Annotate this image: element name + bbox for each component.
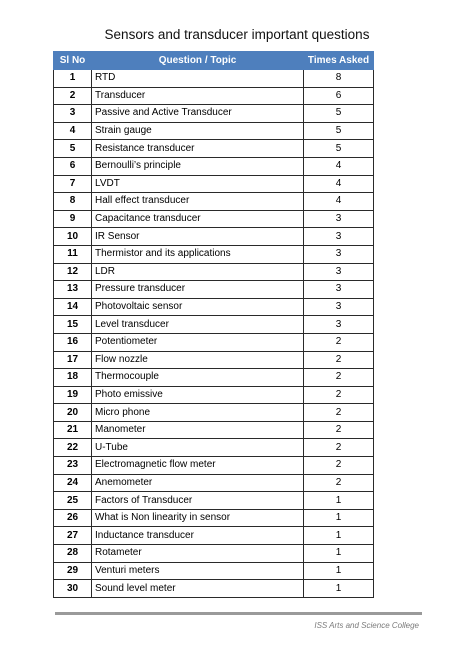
sl-no-cell: 14	[54, 298, 92, 316]
times-asked-cell: 5	[304, 122, 374, 140]
topic-cell: IR Sensor	[92, 228, 304, 246]
times-asked-cell: 4	[304, 157, 374, 175]
times-asked-cell: 8	[304, 70, 374, 88]
topic-cell: Capacitance transducer	[92, 210, 304, 228]
times-asked-cell: 2	[304, 457, 374, 475]
times-asked-cell: 4	[304, 175, 374, 193]
topic-cell: What is Non linearity in sensor	[92, 509, 304, 527]
sl-no-cell: 16	[54, 333, 92, 351]
header-times-asked: Times Asked	[304, 52, 374, 70]
topic-cell: Transducer	[92, 87, 304, 105]
topic-cell: Anemometer	[92, 474, 304, 492]
topic-cell: Potentiometer	[92, 333, 304, 351]
topic-cell: Rotameter	[92, 545, 304, 563]
table-row	[54, 281, 374, 299]
sl-no-cell: 11	[54, 245, 92, 263]
times-asked-cell: 1	[304, 527, 374, 545]
table-row	[54, 105, 374, 123]
table-row	[54, 404, 374, 422]
topic-cell: Strain gauge	[92, 122, 304, 140]
table-row	[54, 545, 374, 563]
times-asked-cell: 2	[304, 351, 374, 369]
table-row	[54, 157, 374, 175]
times-asked-cell: 1	[304, 492, 374, 510]
sl-no-cell: 20	[54, 404, 92, 422]
sl-no-cell: 9	[54, 210, 92, 228]
topic-cell: Flow nozzle	[92, 351, 304, 369]
topic-cell: Sound level meter	[92, 580, 304, 598]
times-asked-cell: 2	[304, 369, 374, 387]
topic-cell: LDR	[92, 263, 304, 281]
topic-cell: LVDT	[92, 175, 304, 193]
table-row	[54, 421, 374, 439]
table-row	[54, 386, 374, 404]
page-title: Sensors and transducer important questions	[104, 27, 370, 42]
sl-no-cell: 27	[54, 527, 92, 545]
table-row	[54, 316, 374, 334]
topic-cell: Manometer	[92, 421, 304, 439]
topic-cell: Thermocouple	[92, 369, 304, 387]
table-row	[54, 474, 374, 492]
times-asked-cell: 3	[304, 245, 374, 263]
topic-cell: Thermistor and its applications	[92, 245, 304, 263]
table-row	[54, 527, 374, 545]
topic-cell: Hall effect transducer	[92, 193, 304, 211]
sl-no-cell: 3	[54, 105, 92, 123]
topic-cell: Factors of Transducer	[92, 492, 304, 510]
sl-no-cell: 25	[54, 492, 92, 510]
table-row	[54, 457, 374, 475]
sl-no-cell: 7	[54, 175, 92, 193]
times-asked-cell: 3	[304, 281, 374, 299]
table-row	[54, 509, 374, 527]
times-asked-cell: 3	[304, 228, 374, 246]
sl-no-cell: 29	[54, 562, 92, 580]
sl-no-cell: 4	[54, 122, 92, 140]
times-asked-cell: 3	[304, 316, 374, 334]
sl-no-cell: 23	[54, 457, 92, 475]
sl-no-cell: 19	[54, 386, 92, 404]
times-asked-cell: 3	[304, 263, 374, 281]
times-asked-cell: 3	[304, 210, 374, 228]
sl-no-cell: 24	[54, 474, 92, 492]
topic-cell: RTD	[92, 70, 304, 88]
table-row	[54, 87, 374, 105]
topic-cell: Inductance transducer	[92, 527, 304, 545]
table-row	[54, 369, 374, 387]
table-row	[54, 193, 374, 211]
topic-cell: Electromagnetic flow meter	[92, 457, 304, 475]
table-row	[54, 351, 374, 369]
topic-cell: Resistance transducer	[92, 140, 304, 158]
topic-cell: Bernoulli’s principle	[92, 157, 304, 175]
table-row	[54, 263, 374, 281]
sl-no-cell: 8	[54, 193, 92, 211]
table-row	[54, 175, 374, 193]
sl-no-cell: 26	[54, 509, 92, 527]
sl-no-cell: 28	[54, 545, 92, 563]
sl-no-cell: 13	[54, 281, 92, 299]
times-asked-cell: 2	[304, 421, 374, 439]
times-asked-cell: 6	[304, 87, 374, 105]
times-asked-cell: 5	[304, 105, 374, 123]
footer-college-name: ISS Arts and Science College	[314, 621, 419, 630]
sl-no-cell: 2	[54, 87, 92, 105]
header-question-topic: Question / Topic	[92, 52, 304, 70]
topic-cell: Level transducer	[92, 316, 304, 334]
sl-no-cell: 5	[54, 140, 92, 158]
sl-no-cell: 21	[54, 421, 92, 439]
times-asked-cell: 1	[304, 545, 374, 563]
header-sl-no: Sl No	[54, 52, 92, 70]
table-row	[54, 210, 374, 228]
footer-divider	[55, 612, 422, 615]
times-asked-cell: 1	[304, 580, 374, 598]
table-row	[54, 492, 374, 510]
sl-no-cell: 10	[54, 228, 92, 246]
topic-cell: Photo emissive	[92, 386, 304, 404]
table-row	[54, 122, 374, 140]
topic-cell: Pressure transducer	[92, 281, 304, 299]
topic-cell: U-Tube	[92, 439, 304, 457]
sl-no-cell: 22	[54, 439, 92, 457]
table-row	[54, 228, 374, 246]
sl-no-cell: 1	[54, 70, 92, 88]
sl-no-cell: 30	[54, 580, 92, 598]
sl-no-cell: 6	[54, 157, 92, 175]
table-body	[54, 70, 374, 598]
sl-no-cell: 15	[54, 316, 92, 334]
topic-cell: Micro phone	[92, 404, 304, 422]
times-asked-cell: 2	[304, 439, 374, 457]
table-header-row	[54, 52, 374, 70]
table-row	[54, 333, 374, 351]
questions-table	[53, 51, 374, 598]
times-asked-cell: 4	[304, 193, 374, 211]
times-asked-cell: 2	[304, 404, 374, 422]
times-asked-cell: 1	[304, 509, 374, 527]
table-row	[54, 439, 374, 457]
table-row	[54, 562, 374, 580]
times-asked-cell: 1	[304, 562, 374, 580]
table-row	[54, 70, 374, 88]
times-asked-cell: 2	[304, 333, 374, 351]
topic-cell: Photovoltaic sensor	[92, 298, 304, 316]
times-asked-cell: 3	[304, 298, 374, 316]
table-row	[54, 245, 374, 263]
sl-no-cell: 17	[54, 351, 92, 369]
sl-no-cell: 18	[54, 369, 92, 387]
times-asked-cell: 2	[304, 386, 374, 404]
table-row	[54, 580, 374, 598]
topic-cell: Venturi meters	[92, 562, 304, 580]
topic-cell: Passive and Active Transducer	[92, 105, 304, 123]
times-asked-cell: 2	[304, 474, 374, 492]
sl-no-cell: 12	[54, 263, 92, 281]
table-row	[54, 298, 374, 316]
times-asked-cell: 5	[304, 140, 374, 158]
table-row	[54, 140, 374, 158]
